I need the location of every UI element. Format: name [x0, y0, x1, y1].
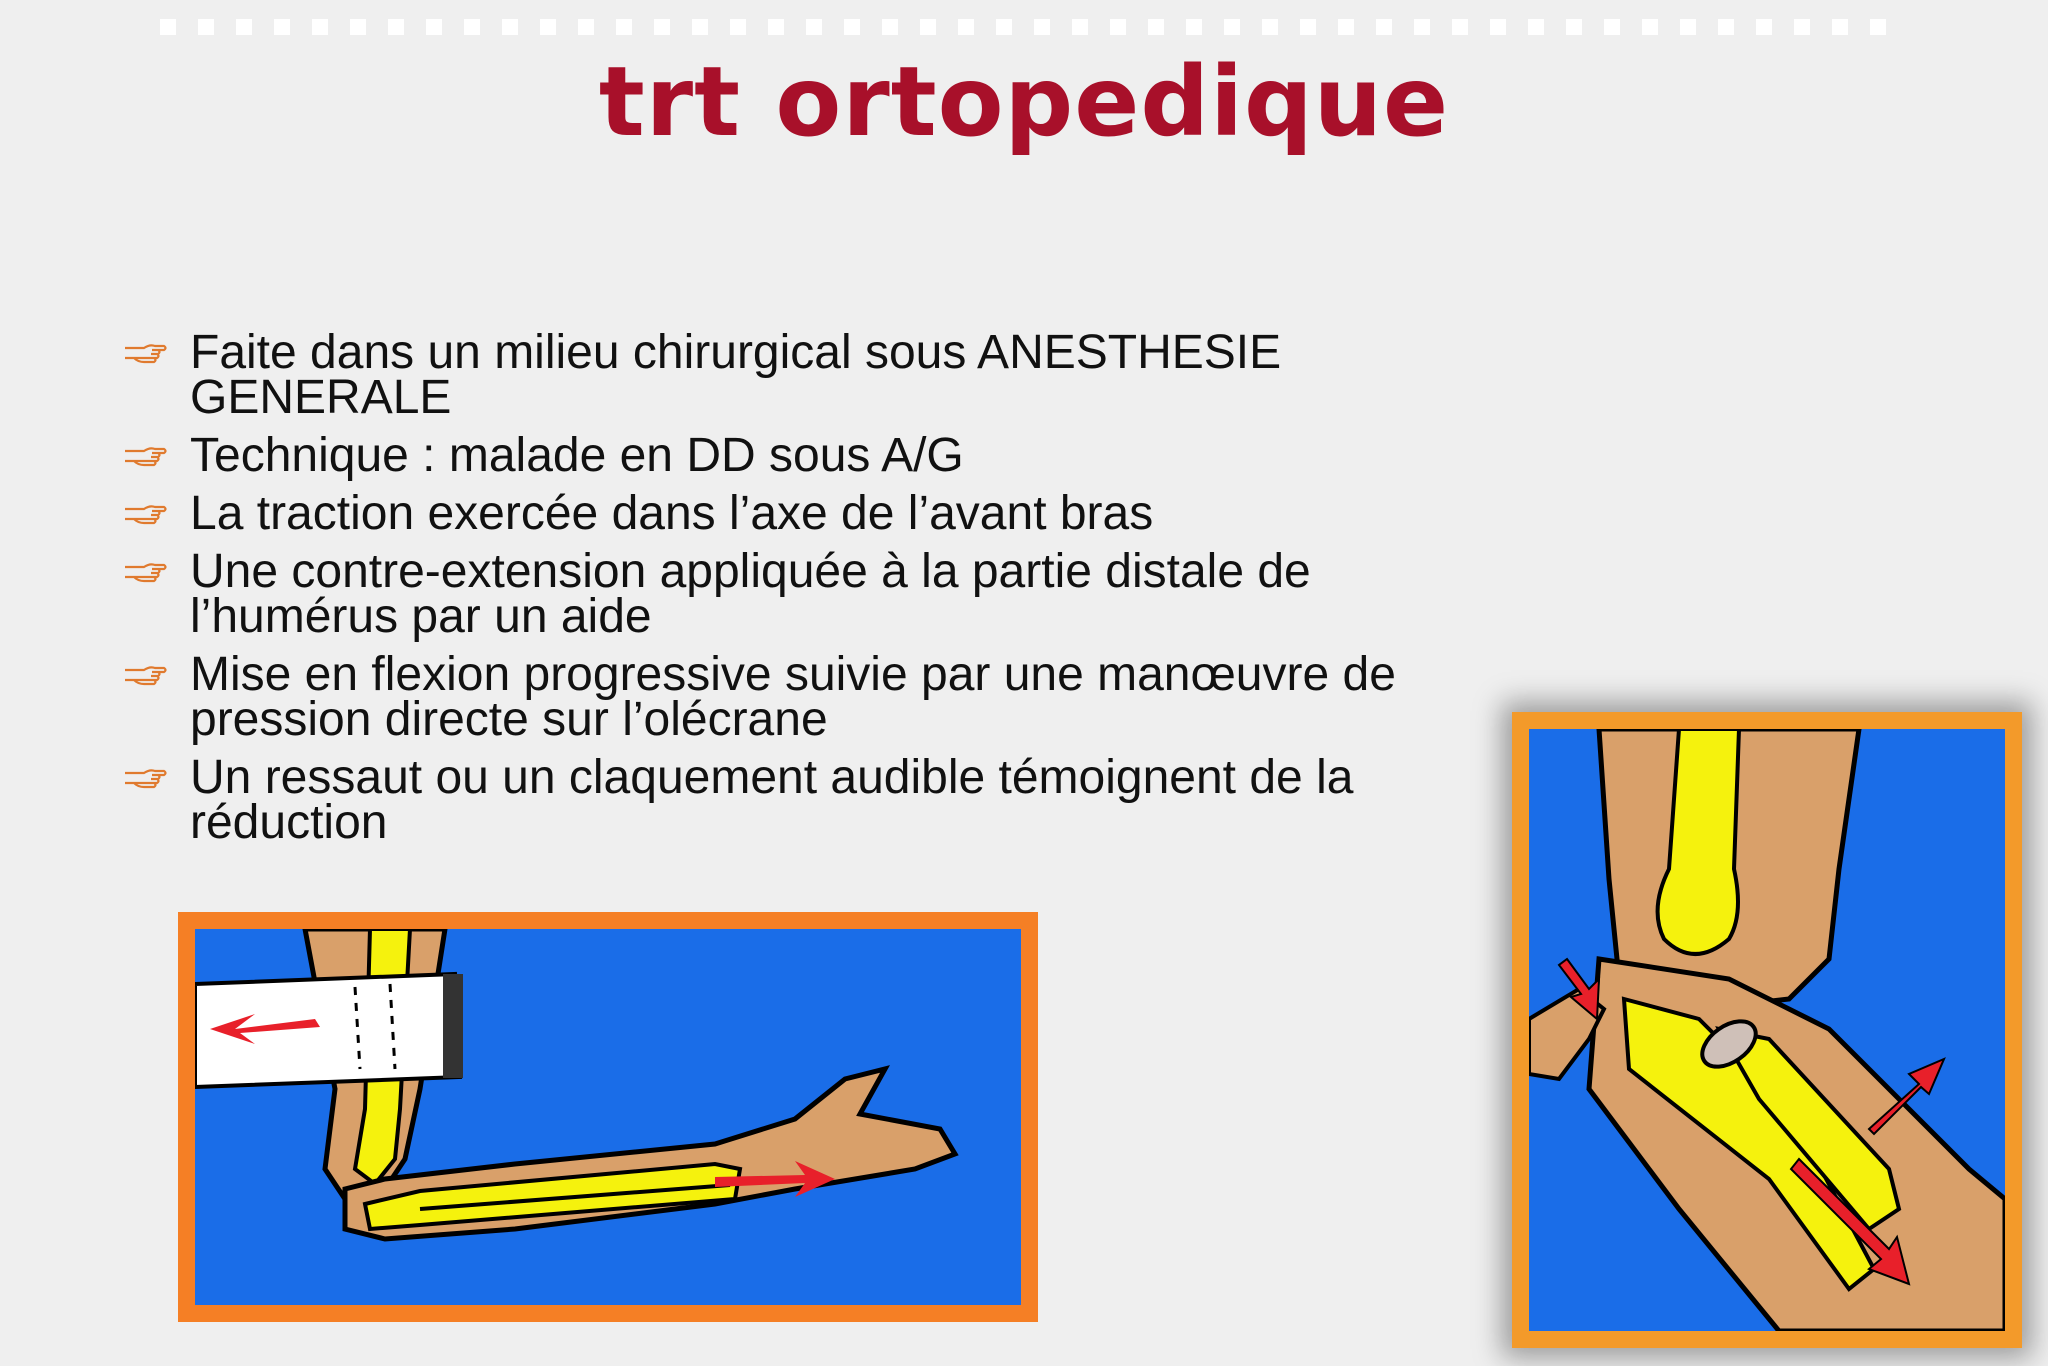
bullet-line-2: réduction: [190, 796, 388, 849]
bullet-line-2: GENERALE: [190, 371, 452, 424]
bullet-line: Mise en flexion progressive suivie par une manœuvre de: [190, 648, 1396, 701]
pointing-hand-icon: [122, 493, 168, 533]
elbow-reduction-drawing: [1529, 729, 2005, 1331]
elbow-reduction-illustration: [1512, 712, 2022, 1348]
bullet-line: Un ressaut ou un claquement audible témoignent de la: [190, 751, 1354, 804]
forearm-traction-drawing: [195, 929, 1021, 1305]
bullet-line-2: pression directe sur l’olécrane: [190, 693, 828, 746]
bullet-item: [120, 648, 1520, 746]
bullet-line-2: l’humérus par un aide: [190, 590, 652, 643]
bullet-item: [120, 545, 1520, 643]
bullet-line: Faite dans un milieu chirurgical sous ANESTHESIE: [190, 326, 1282, 379]
bullet-line: La traction exercée dans l’axe de l’avant bras: [190, 487, 1154, 540]
traction-illustration: [178, 912, 1038, 1322]
bullet-list: [120, 326, 1520, 858]
pointing-hand-icon: [122, 435, 168, 475]
pointing-hand-icon: [122, 757, 168, 797]
pointing-hand-icon: [122, 332, 168, 372]
top-dashed-border: [160, 18, 1895, 36]
bullet-line: Une contre-extension appliquée à la partie distale de: [190, 545, 1311, 598]
bullet-item: [120, 487, 1520, 540]
bullet-line: Technique : malade en DD sous A/G: [190, 429, 964, 482]
pointing-hand-icon: [122, 654, 168, 694]
bullet-item: [120, 751, 1520, 849]
pointing-hand-icon: [122, 551, 168, 591]
bullet-item: [120, 429, 1520, 482]
bullet-item: [120, 326, 1520, 424]
slide-title: trt ortopedique: [598, 46, 1450, 158]
